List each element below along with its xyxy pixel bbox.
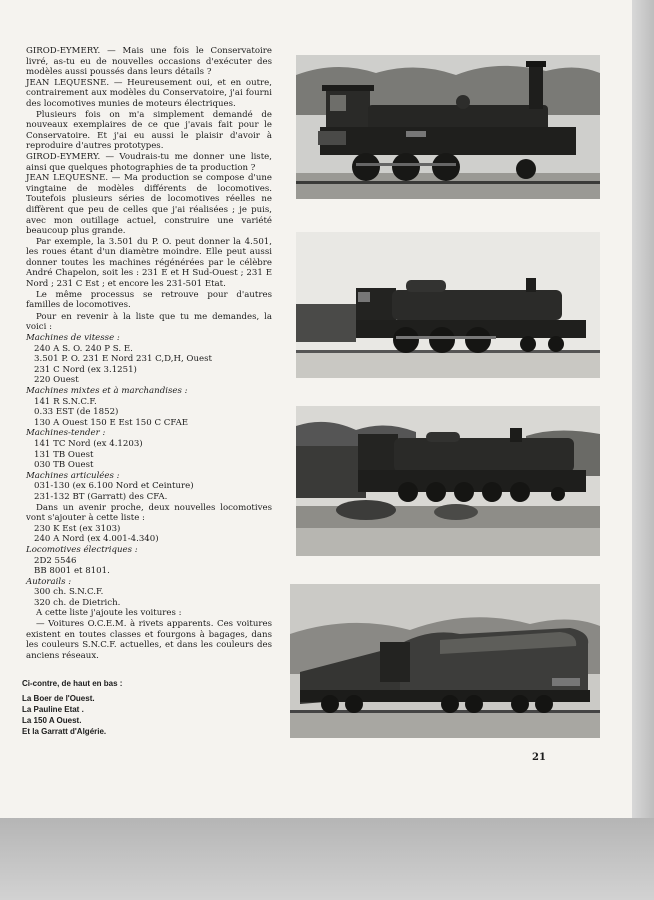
paragraph: JEAN LEQUESNE. — Heureusement oui, et en outre, contrairement aux modèles du Conservatoire, j'ai fourni des locomotives munies de moteurs électriques.	[26, 77, 272, 109]
paragraph: GIROD-EYMERY. — Voudrais-tu me donner une liste, ainsi que quelques photographies de ta production ?	[26, 151, 272, 173]
caption-line: La 150 A Ouest.	[22, 716, 82, 725]
list-heading: Machines mixtes et à marchandises :	[26, 386, 188, 396]
list-item: 3.501 P. O. 231 E Nord 231 C,D,H, Ouest	[34, 354, 212, 365]
page-edge	[632, 0, 654, 818]
page-number: 21	[532, 752, 546, 763]
list-item: 2D2 5546	[34, 555, 77, 566]
list-heading: Autorails :	[26, 576, 72, 587]
article-column	[26, 46, 272, 661]
list-item: 231-132 BT (Garratt) des CFA.	[34, 491, 168, 502]
list-item: 130 A Ouest 150 E Est 150 C CFAE	[34, 417, 189, 428]
list-item: 141 TC Nord (ex 4.1203)	[34, 438, 143, 449]
list-item: 300 ch. S.N.C.F.	[34, 587, 104, 598]
list-item: 141 R S.N.C.F.	[34, 396, 97, 407]
paragraph: GIROD-EYMERY. — Mais une fois le Conservatoire livré, as-tu eu de nouvelles occasions d'exécuter des modèles aussi poussés dans leurs détails ?	[26, 46, 272, 78]
decapod-locomotive-photo	[296, 406, 600, 556]
list-item: 220 Ouest	[34, 375, 79, 386]
caption-intro: Ci-contre, de haut en bas :	[22, 679, 123, 688]
caption-line: La Boer de l'Ouest.	[22, 694, 95, 703]
pacific-locomotive-photo	[296, 232, 600, 378]
list-item: 030 TB Ouest	[34, 460, 94, 471]
list-item: 231 C Nord (ex 3.1251)	[34, 364, 137, 375]
photo-captions	[22, 678, 222, 737]
paragraph: Pour en revenir à la liste que tu me demandes, la voici :	[26, 311, 272, 333]
list-item: 240 A S. O. 240 P S. E.	[34, 343, 133, 354]
list-item: 031-130 (ex 6.100 Nord et Ceinture)	[34, 481, 194, 492]
paragraph: JEAN LEQUESNE. — Ma production se compose d'une vingtaine de modèles différents de locomotives. Toutefois plusieurs séries de locomotives réelles ne diffèrent que peu de celles que j'ai réalisées ; je puis, avec mon outillage actuel, construire une variété beaucoup plus grande.	[26, 173, 272, 237]
paragraph: Plusieurs fois on m'a simplement demandé de nouveaux exemplaires de ce que j'avais fait pour le Conservatoire. Et j'ai eu aussi le plaisir d'avoir à reproduire d'autres prototypes.	[26, 109, 272, 152]
list-heading: Locomotives électriques :	[26, 544, 138, 555]
list-item: 230 K Est (ex 3103)	[34, 523, 121, 534]
list-item: 131 TB Ouest	[34, 449, 94, 460]
list-item: BB 8001 et 8101.	[34, 566, 110, 577]
list-item: 0.33 EST (de 1852)	[34, 407, 119, 418]
garratt-locomotive-photo	[290, 584, 600, 738]
caption-line: Et la Garratt d'Algérie.	[22, 727, 107, 736]
paragraph: A cette liste j'ajoute les voitures :	[36, 608, 182, 619]
caption-line: La Pauline Etat .	[22, 705, 84, 714]
list-heading: Machines de vitesse :	[26, 333, 120, 344]
list-item: 320 ch. de Dietrich.	[34, 597, 121, 608]
list-heading: Machines articulées :	[26, 470, 120, 481]
tank-locomotive-photo	[296, 55, 600, 199]
list-item: 240 A Nord (ex 4.001-4.340)	[34, 534, 159, 545]
scan-background	[0, 818, 654, 900]
paragraph: Par exemple, la 3.501 du P. O. peut donner la 4.501, les roues étant d'un diamètre moindre. Elle peut aussi donner toutes les machines régénérées par le célèbre André Chapelon, soit les : 231 E et H Sud-Ouest ; 231 E Nord ; 231 C Est ; et encore les 231-501 Etat.	[26, 236, 272, 290]
list-heading: Machines-tender :	[26, 428, 106, 439]
paragraph: Dans un avenir proche, deux nouvelles locomotives vont s'ajouter à cette liste :	[26, 502, 272, 524]
paragraph: Le même processus se retrouve pour d'autres familles de locomotives.	[26, 289, 272, 311]
paragraph: — Voitures O.C.E.M. à rivets apparents. Ces voitures existent en toutes classes et fourgons à bagages, dans les couleurs S.N.C.F. actuelles, et dans les couleurs des anciens réseaux.	[26, 619, 272, 661]
